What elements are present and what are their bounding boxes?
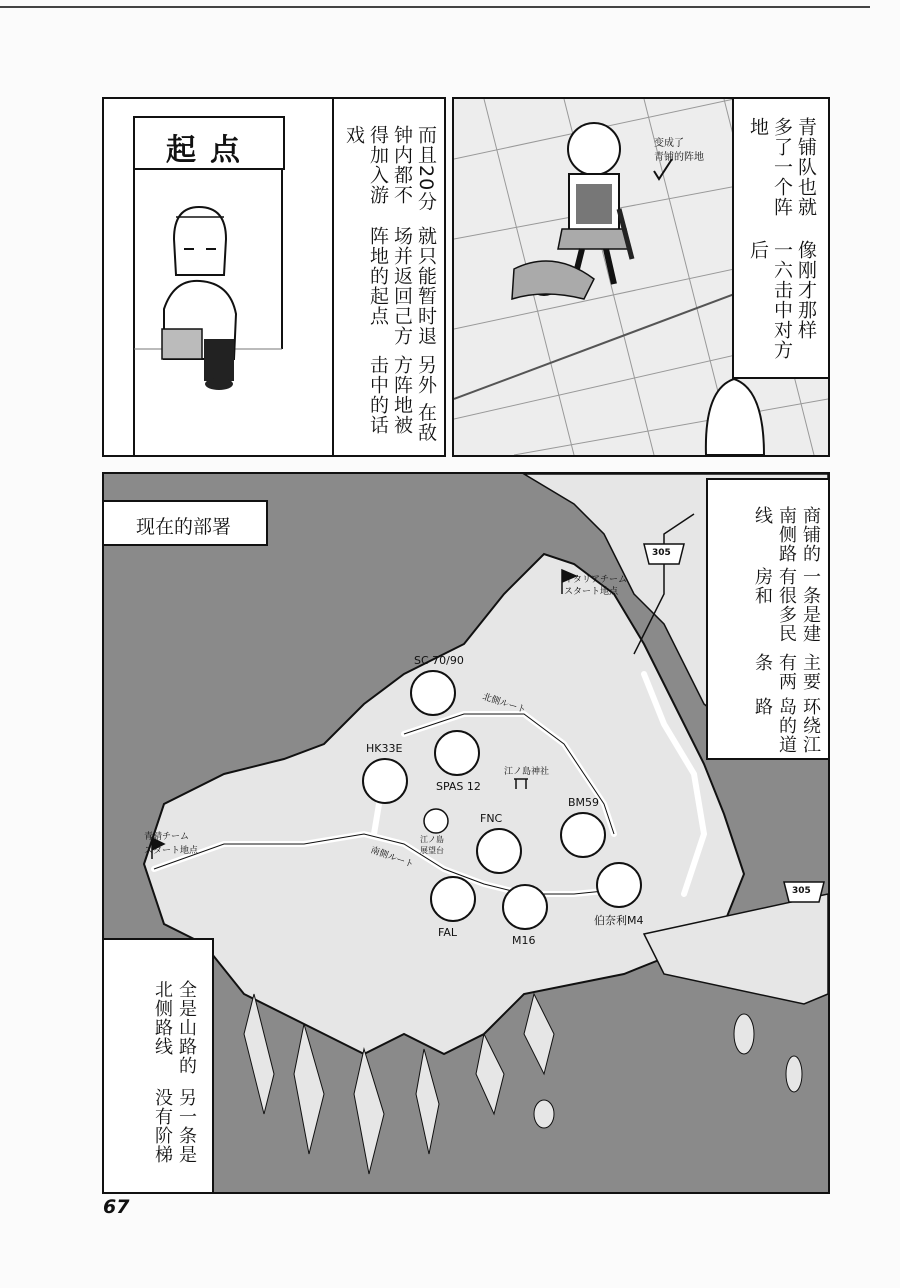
narration-south-line-1: 环绕江岛的道路 [752,697,821,755]
narration-start-line-1: 另外 在敌方阵地被击中的话 [367,354,437,442]
unit-label-fal: FAL [438,926,457,939]
narration-new-base [746,117,818,367]
narration-new-base-line-2: 青铺队也就多了一个阵地 [747,117,817,217]
map-title-box [104,500,268,546]
narration-start-line-2: 就只能暂时退场并返回己方阵地的起点 [367,226,437,347]
unit-face-spas12 [434,730,480,776]
narration-south-line-4: 商铺的南侧路线 [752,506,821,564]
unit-face-fal [430,876,476,922]
road-305-top: 305 [652,548,671,558]
narration-north-line-1: 另一条是 没有阶梯 [152,1087,197,1164]
shrine-label: 江ノ島神社 [504,767,550,777]
narration-box-new-base [732,97,830,379]
narration-south-line-2: 主要有两条 [752,653,821,692]
observatory-label: 江ノ島 展望台 [420,835,444,855]
unit-label-m16: M16 [512,934,536,947]
unit-face-bm59 [560,812,606,858]
start-sign-text: 起点 [166,133,254,168]
unit-face-fnc [476,828,522,874]
south-route-label: 南側ルート [369,845,415,871]
unit-label-spas12: SPAS 12 [436,780,481,793]
unit-label-benelli-m4: 伯奈利M4 [594,914,644,927]
narration-south-route [750,506,822,756]
unit-label-sc7090: SC 70/90 [414,654,464,667]
unit-label-fnc: FNC [480,812,503,825]
unit-face-hk33e [362,758,408,804]
narration-new-base-line-1: 像刚才那样 一六击中对方后 [747,240,817,361]
narration-start-line-3: 而且20分钟内都不得加入游戏 [343,124,437,212]
unit-label-hk33e: HK33E [366,742,403,755]
unit-label-bm59: BM59 [568,796,600,809]
page-number: 67 [103,1196,130,1218]
narration-box-start [332,97,446,457]
top-rule [0,6,870,8]
narration-north-route [150,980,198,1180]
panel-map [102,472,830,1194]
caption-small: 变成了 青铺的阵地 [654,138,704,163]
north-route-label: 北側ルート [481,692,527,716]
narration-start [342,125,438,445]
italy-start-label: イタリアチーム スタート地点 [564,575,628,597]
unit-face-m16 [502,884,548,930]
panel-start-point [102,97,446,457]
aosabi-start-label: 青錆チーム スタート地点 [144,832,199,856]
road-305-bottom: 305 [792,886,811,896]
narration-box-south-route [706,478,830,760]
unit-face-sc7090 [410,670,456,716]
panel-new-base [452,97,830,457]
map-title: 现在的部署 [136,516,232,538]
narration-south-line-3: 一条是建有很多民房和 [752,566,821,643]
unit-face-benelli-m4 [596,862,642,908]
narration-north-line-2: 全是山路的北侧路线 [152,980,197,1075]
narration-box-north-route [102,938,214,1194]
